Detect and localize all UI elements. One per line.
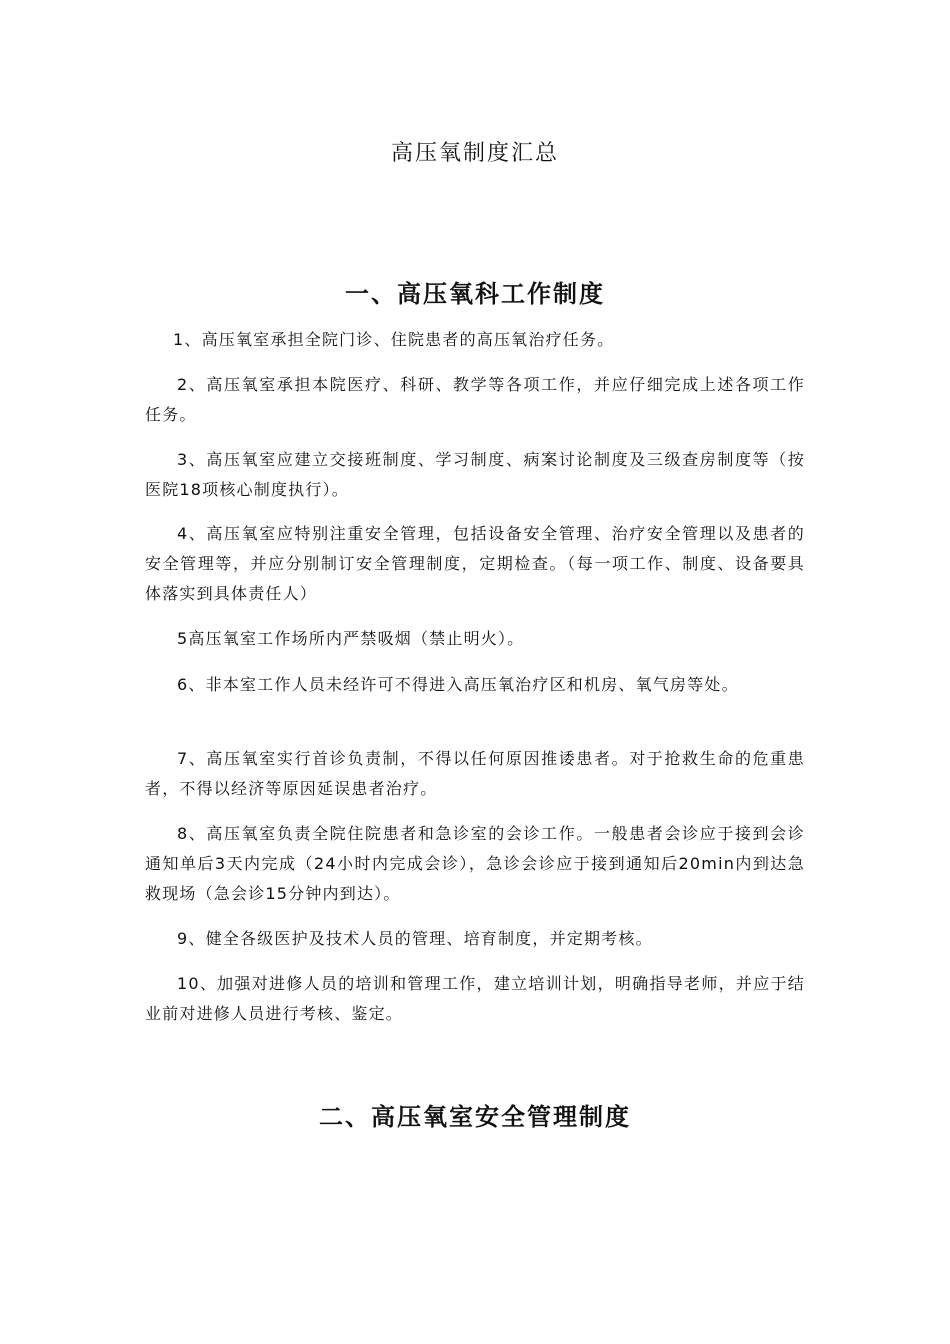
paragraph-2: 2、高压氧室承担本院医疗、科研、教学等各项工作，并应仔细完成上述各项工作任务。 — [145, 375, 805, 424]
paragraph-3: 3、高压氧室应建立交接班制度、学习制度、病案讨论制度及三级查房制度等（按医院18项核心制度执行）。 — [145, 450, 805, 499]
section-heading-1: 一、高压氧科工作制度 — [345, 280, 605, 308]
document-title: 高压氧制度汇总 — [390, 141, 559, 166]
paragraph-1: 1、高压氧室承担全院门诊、住院患者的高压氧治疗任务。 — [173, 330, 615, 349]
paragraph-7: 7、高压氧室实行首诊负责制，不得以任何原因推诿患者。对于抢救生命的危重患者，不得以经济等原因延误患者治疗。 — [145, 749, 805, 798]
paragraph-8: 8、高压氧室负责全院住院患者和急诊室的会诊工作。一般患者会诊应于接到会诊通知单后3天内完成（24小时内完成会诊），急诊会诊应于接到通知后20min内到达急救现场（急会诊15分钟内到达）。 — [145, 824, 805, 903]
paragraph-9: 9、健全各级医护及技术人员的管理、培育制度，并定期考核。 — [177, 929, 653, 948]
paragraph-4: 4、高压氧室应特别注重安全管理，包括设备安全管理、治疗安全管理以及患者的安全管理等，并应分别制订安全管理制度，定期检查。（每一项工作、制度、设备要具体落实到具体责任人） — [145, 524, 805, 603]
paragraph-10: 10、加强对进修人员的培训和管理工作，建立培训计划，明确指导老师，并应于结业前对进修人员进行考核、鉴定。 — [145, 974, 805, 1023]
paragraph-6: 6、非本室工作人员未经许可不得进入高压氧治疗区和机房、氧气房等处。 — [177, 675, 739, 694]
paragraph-5: 5高压氧室工作场所内严禁吸烟（禁止明火）。 — [177, 629, 525, 648]
section-heading-2: 二、高压氧室安全管理制度 — [319, 1103, 631, 1131]
